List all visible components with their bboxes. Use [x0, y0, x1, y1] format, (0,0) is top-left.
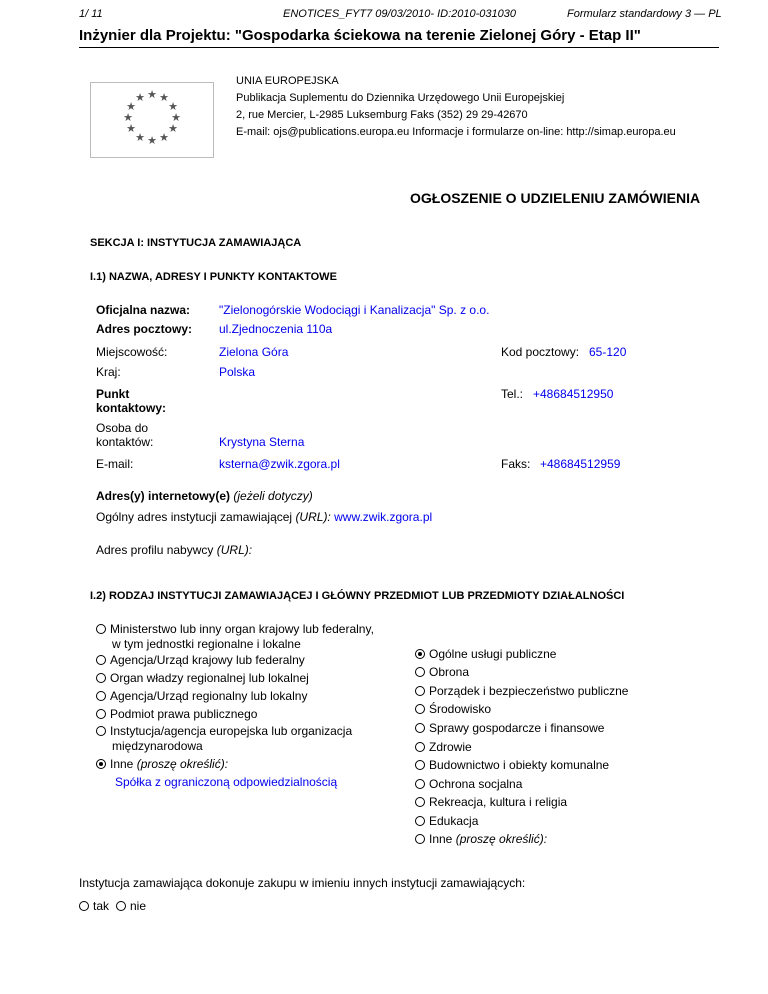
option-label: Inne [110, 757, 134, 771]
field-label: Kod pocztowy: [501, 345, 580, 359]
option-public-order[interactable] [415, 684, 628, 699]
option-label: tak [93, 899, 110, 913]
eu-stars-icon [123, 89, 181, 147]
radio-button[interactable] [96, 726, 106, 736]
option-defence[interactable] [415, 665, 469, 680]
publisher-line: Publikacja Suplementu do Dziennika Urzędowego Unii Europejskiej [236, 92, 565, 104]
buyer-profile-label: Adres profilu nabywcy [96, 543, 214, 557]
option-label: Ogólne usługi publiczne [429, 647, 557, 661]
svg-text:★: ★ [159, 132, 169, 144]
svg-text:★: ★ [168, 101, 178, 113]
option-label: Agencja/Urząd regionalny lub lokalny [110, 689, 308, 703]
eu-flag-logo [90, 82, 214, 158]
option-label: nie [130, 899, 147, 913]
document-id: ENOTICES_FYT7 09/03/2010- ID:2010-031030 [283, 8, 516, 20]
option-other[interactable] [96, 757, 228, 772]
fax: +48684512959 [540, 457, 621, 471]
page-number: 1/ 11 [79, 8, 103, 20]
radio-button[interactable] [415, 742, 425, 752]
option-label: Edukacja [429, 814, 479, 828]
purchase-yes[interactable] [79, 899, 109, 914]
svg-text:★: ★ [123, 112, 133, 124]
field-label: Adres pocztowy: [96, 322, 193, 336]
option-note: (proszę określić): [136, 757, 229, 771]
option-label: Środowisko [429, 702, 492, 716]
radio-button[interactable] [415, 723, 425, 733]
option-label: w tym jednostki regionalne i lokalne [112, 637, 301, 651]
field-label [96, 421, 153, 449]
city: Zielona Góra [219, 345, 289, 359]
option-other-activity[interactable] [415, 832, 547, 847]
option-label: Organ władzy regionalnej lub lokalnej [110, 671, 309, 685]
option-label: międzynarodowa [112, 739, 203, 753]
svg-text:★: ★ [126, 101, 136, 113]
official-name: "Zielonogórskie Wodociągi i Kanalizacja" Sp. z o.o. [219, 303, 490, 317]
option-eu-institution[interactable] [96, 724, 352, 754]
radio-button[interactable] [96, 691, 106, 701]
field-label: Miejscowość: [96, 345, 168, 359]
section-heading: I.1) NAZWA, ADRESY I PUNKTY KONTAKTOWE [90, 271, 337, 283]
radio-button[interactable] [79, 901, 89, 911]
field-label: Tel.: [501, 387, 524, 401]
url-label: (URL): [295, 510, 331, 524]
radio-button[interactable] [415, 816, 425, 826]
option-label: Zdrowie [429, 740, 472, 754]
option-public-law-body[interactable] [96, 707, 257, 722]
option-label: Instytucja/agencja europejska lub organizacja [110, 724, 353, 738]
email-link[interactable]: ksterna@zwik.zgora.pl [219, 457, 340, 471]
radio-button-selected[interactable] [415, 649, 425, 659]
svg-text:★: ★ [159, 92, 169, 104]
radio-button[interactable] [96, 709, 106, 719]
label-line: Osoba do [96, 421, 149, 435]
svg-text:★: ★ [171, 112, 181, 124]
radio-button[interactable] [415, 779, 425, 789]
postal-code: 65-120 [589, 345, 627, 359]
radio-button[interactable] [96, 624, 106, 634]
field-label: Kraj: [96, 365, 121, 379]
radio-button[interactable] [415, 686, 425, 696]
radio-button[interactable] [116, 901, 126, 911]
telephone: +48684512950 [533, 387, 614, 401]
option-recreation[interactable] [415, 795, 567, 810]
general-url-link[interactable]: www.zwik.zgora.pl [334, 510, 433, 524]
option-economic-affairs[interactable] [415, 721, 604, 736]
option-general-public-services[interactable] [415, 647, 556, 662]
publisher-line: UNIA EUROPEJSKA [236, 75, 339, 87]
option-label: Porządek i bezpieczeństwo publiczne [429, 684, 629, 698]
internet-note: (jeżeli dotyczy) [233, 489, 313, 503]
main-title: OGŁOSZENIE O UDZIELENIU ZAMÓWIENIA [410, 190, 701, 206]
svg-text:★: ★ [168, 123, 178, 135]
internet-title: Adres(y) internetowy(e) [96, 489, 231, 503]
option-note: (proszę określić): [455, 832, 548, 846]
radio-button-selected[interactable] [96, 759, 106, 769]
radio-button[interactable] [415, 760, 425, 770]
option-education[interactable] [415, 814, 478, 829]
svg-text:★: ★ [147, 135, 157, 147]
radio-button[interactable] [96, 655, 106, 665]
option-ministry[interactable] [96, 622, 374, 652]
publisher-info [236, 73, 676, 141]
option-label: Podmiot prawa publicznego [110, 707, 258, 721]
radio-button[interactable] [415, 667, 425, 677]
label-line: kontaktowy: [96, 401, 167, 415]
option-label: Ochrona socjalna [429, 777, 523, 791]
field-label: Faks: [501, 457, 531, 471]
radio-button[interactable] [96, 673, 106, 683]
radio-button[interactable] [415, 704, 425, 714]
svg-text:★: ★ [135, 92, 145, 104]
option-national-agency[interactable] [96, 653, 305, 668]
publisher-line: E-mail: ojs@publications.europa.eu Informacje i formularze on-line: http://simap.europa.eu [236, 126, 676, 138]
buyer-profile-row [96, 543, 252, 557]
option-regional-agency[interactable] [96, 689, 307, 704]
section-heading: I.2) RODZAJ INSTYTUCJI ZAMAWIAJĄCEJ I GŁÓWNY PRZEDMIOT LUB PRZEDMIOTY DZIAŁALNOŚCI [90, 590, 625, 602]
radio-button[interactable] [415, 834, 425, 844]
option-label: Budownictwo i obiekty komunalne [429, 758, 610, 772]
section-heading: SEKCJA I: INSTYTUCJA ZAMAWIAJĄCA [90, 237, 302, 249]
label-line: kontaktów: [96, 435, 154, 449]
notice-title: Inżynier dla Projektu: "Gospodarka ściekowa na terenie Zielonej Góry - Etap II" [79, 27, 719, 48]
option-label: Rekreacja, kultura i religia [429, 795, 568, 809]
option-label: Obrona [429, 665, 470, 679]
other-value: Spółka z ograniczoną odpowiedzialnością [115, 775, 338, 789]
internet-heading [96, 489, 313, 503]
option-environment[interactable] [415, 702, 491, 717]
publisher-line: 2, rue Mercier, L-2985 Luksemburg Faks (352) 29 29-42670 [236, 109, 528, 121]
option-label: Inne [429, 832, 453, 846]
label-line: Punkt [96, 387, 130, 401]
radio-button[interactable] [415, 797, 425, 807]
field-label: Oficjalna nazwa: [96, 303, 191, 317]
option-label: Ministerstwo lub inny organ krajowy lub federalny, [110, 622, 374, 636]
purchase-question: Instytucja zamawiająca dokonuje zakupu w imieniu innych instytucji zamawiających: [79, 876, 526, 890]
field-label: E-mail: [96, 457, 134, 471]
option-social-protection[interactable] [415, 777, 522, 792]
svg-text:★: ★ [126, 123, 136, 135]
svg-text:★: ★ [135, 132, 145, 144]
option-regional-authority[interactable] [96, 671, 309, 686]
option-label: Agencja/Urząd krajowy lub federalny [110, 653, 305, 667]
country: Polska [219, 365, 256, 379]
option-health[interactable] [415, 740, 472, 755]
field-label [96, 387, 166, 415]
form-name: Formularz standardowy 3 — PL [567, 8, 722, 20]
url-label: (URL): [216, 543, 253, 557]
general-address-row [96, 510, 432, 524]
option-label: Sprawy gospodarcze i finansowe [429, 721, 605, 735]
postal-address: ul.Zjednoczenia 110a [219, 322, 333, 336]
purchase-no[interactable] [116, 899, 146, 914]
option-housing[interactable] [415, 758, 609, 773]
svg-text:★: ★ [147, 89, 157, 101]
contact-person: Krystyna Sterna [219, 435, 305, 449]
general-address-label: Ogólny adres instytucji zamawiającej [96, 510, 293, 524]
